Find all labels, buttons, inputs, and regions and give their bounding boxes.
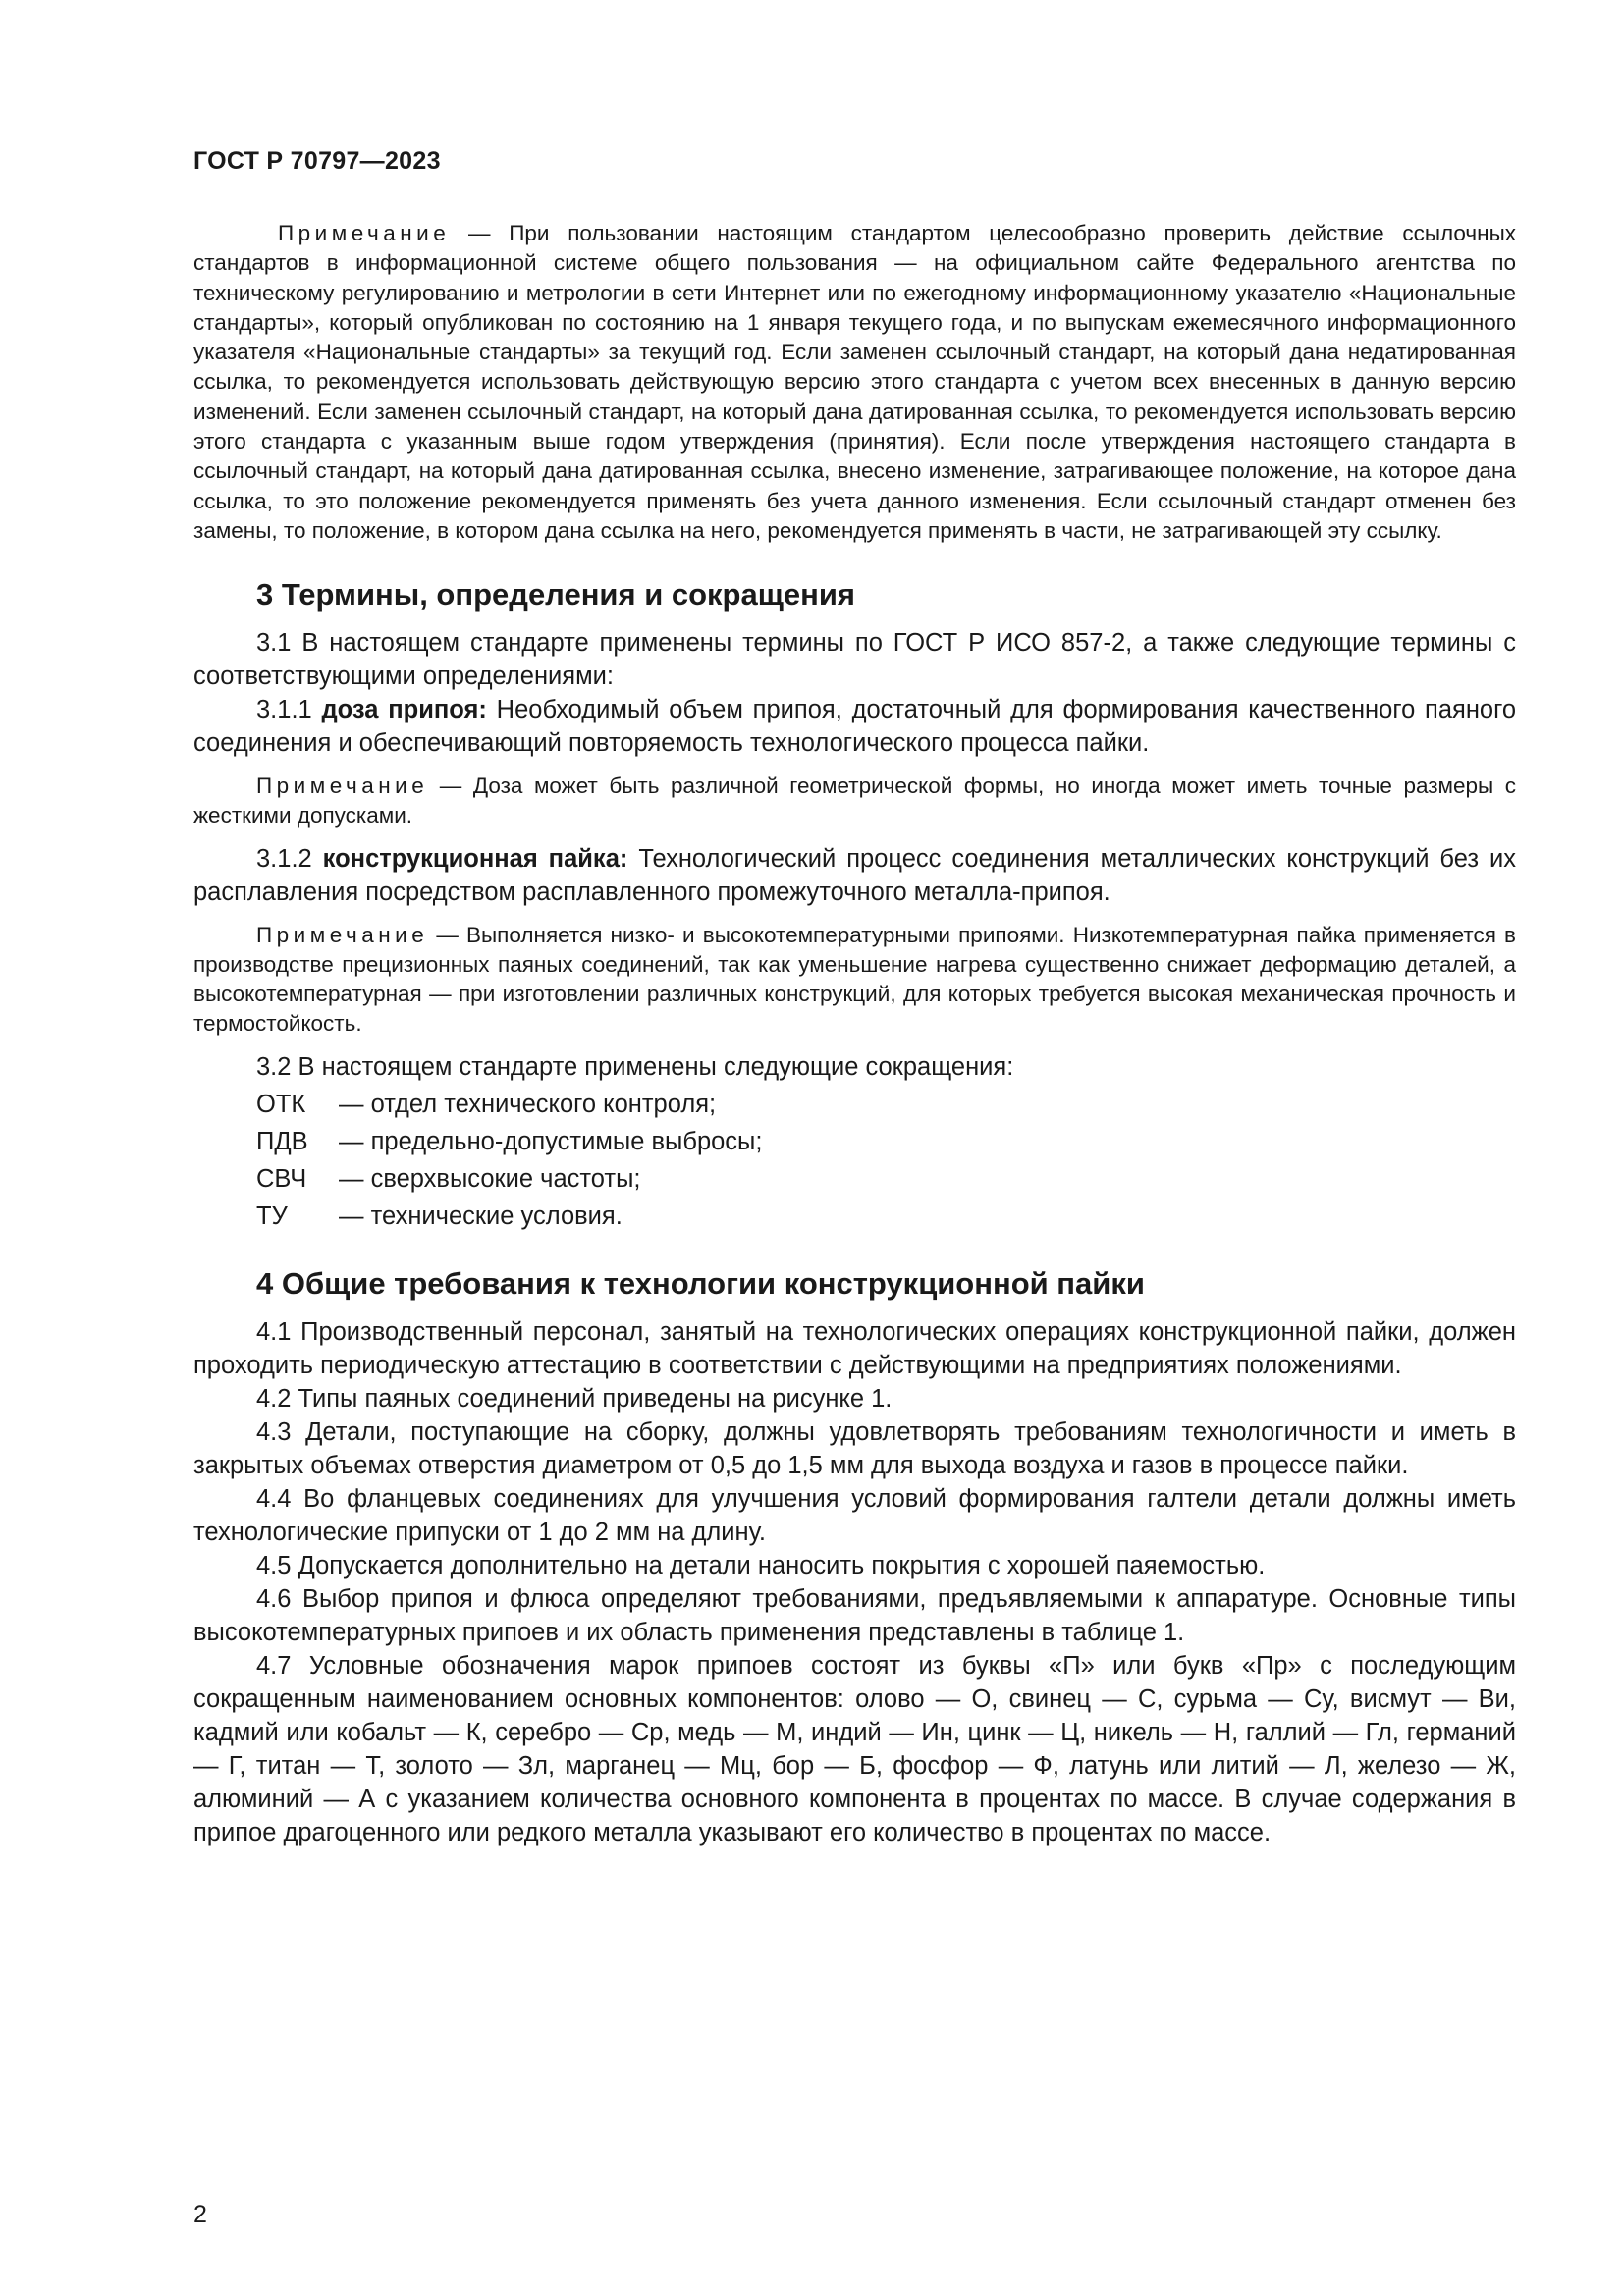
abbreviation-row <box>193 1200 1516 1233</box>
note-text: — При пользовании настоящим стандартом целесообразно проверить действие ссылочных стандартов в информационной системе общего пользования — на официальном сайте Федерального агентства по техническому регулированию и метрологии в сети Интернет или по ежегодному информационному указателю «Национальные стандарты», который опубликован по состоянию на 1 января текущего года, и по выпускам ежемесячного информационного указателя «Национальные стандарты» за текущий год. Если заменен ссылочный стандарт, на который дана недатированная ссылка, то рекомендуется использовать действующую версию этого стандарта с учетом всех внесенных в данную версию изменений. Если заменен ссылочный стандарт, на который дана датированная ссылка, то рекомендуется использовать версию этого стандарта с указанным выше годом утверждения (принятия). Если после утверждения настоящего стандарта в ссылочный стандарт, на который дана датированная ссылка, внесено изменение, затрагивающее положение, на которое дана ссылка, то это положение рекомендуется применять без учета данного изменения. Если ссылочный стандарт отменен без замены, то положение, в котором дана ссылка на него, рекомендуется применять в части, не затрагивающей эту ссылку. <box>193 221 1516 543</box>
term-number: 3.1.2 <box>256 845 323 874</box>
page-number: 2 <box>193 2201 207 2228</box>
note-label: Примечание <box>278 221 451 245</box>
term-name: доза припоя: <box>321 696 487 724</box>
paragraph-4-4: 4.4 Во фланцевых соединениях для улучшения условий формирования галтели детали должны иметь технологические припуски от 1 до 2 мм на длину. <box>193 1485 1516 1547</box>
term-note-1 <box>193 772 1516 830</box>
paragraph-4-1: 4.1 Производственный персонал, занятый на технологических операциях конструкционной пайки, должен проходить периодическую аттестацию в соответствии с действующими на предприятиях положениями. <box>193 1318 1516 1380</box>
abbreviation-definition: — отдел технического контроля; <box>339 1091 717 1119</box>
paragraph-4-5: 4.5 Допускается дополнительно на детали наносить покрытия с хорошей паяемостью. <box>256 1552 1266 1580</box>
term-name: конструкционная пайка: <box>322 845 628 874</box>
note-label: Примечание <box>256 923 429 948</box>
abbreviation-definition: — предельно-допустимые выбросы; <box>339 1128 763 1156</box>
term-definition: Необходимый объем припоя, достаточный для формирования качественного паяного соединения и обеспечивающий повторяемость технологического процесса пайки. <box>193 696 1517 758</box>
document-code: ГОСТ Р 70797—2023 <box>193 147 441 175</box>
term-number: 3.1.1 <box>256 696 322 724</box>
section-4-heading: 4 Общие требования к технологии конструкционной пайки <box>256 1266 1145 1302</box>
paragraph-4-2: 4.2 Типы паяных соединений приведены на рисунке 1. <box>256 1385 893 1414</box>
abbreviation-term: ОТК <box>256 1091 306 1119</box>
paragraph-4-6: 4.6 Выбор припоя и флюса определяют требованиями, предъявляемыми к аппаратуре. Основные типы высокотемпературных припоев и их область применения представлены в таблице 1. <box>193 1585 1516 1647</box>
abbreviation-term: ПДВ <box>256 1128 308 1156</box>
intro-note <box>193 219 1516 546</box>
term-3-1-2 <box>193 842 1516 909</box>
abbreviation-term: СВЧ <box>256 1165 307 1194</box>
term-note-2 <box>193 921 1516 1039</box>
note-text: — Доза может быть различной геометрической формы, но иногда может иметь точные размеры с жесткими допусками. <box>193 774 1516 828</box>
abbreviation-row <box>193 1162 1516 1196</box>
abbreviation-row <box>193 1125 1516 1158</box>
abbreviation-definition: — технические условия. <box>339 1202 623 1231</box>
note-label: Примечание <box>256 774 429 799</box>
page-content <box>193 219 1516 1849</box>
term-definition: Технологический процесс соединения металлических конструкций без их расплавления посредством расплавленного промежуточного металла-припоя. <box>193 845 1516 907</box>
paragraph-3-1: 3.1 В настоящем стандарте применены термины по ГОСТ Р ИСО 857-2, а также следующие термины с соответствующими определениями: <box>193 629 1516 691</box>
abbreviation-definition: — сверхвысокие частоты; <box>339 1165 641 1194</box>
paragraph-4-3: 4.3 Детали, поступающие на сборку, должны удовлетворять требованиям технологичности и иметь в закрытых объемах отверстия диаметром от 0,5 до 1,5 мм для выхода воздуха и газов в процессе пайки. <box>193 1418 1516 1480</box>
paragraph-4-7: 4.7 Условные обозначения марок припоев состоят из буквы «П» или букв «Пр» с последующим сокращенным наименованием основных компонентов: олово — О, свинец — С, сурьма — Су, висмут — Ви, кадмий или кобальт — К, серебро — Ср, медь — М, индий — Ин, цинк — Ц, никель — Н, галлий — Гл, германий — Г, титан — Т, золото — Зл, марганец — Мц, бор — Б, фосфор — Ф, латунь или литий — Л, железо — Ж, алюминий — А с указанием количества основного компонента в процентах по массе. В случае содержания в припое драгоценного или редкого металла указывают его количество в процентах по массе. <box>193 1652 1516 1847</box>
paragraph-3-2: 3.2 В настоящем стандарте применены следующие сокращения: <box>256 1053 1014 1082</box>
section-3-heading: 3 Термины, определения и сокращения <box>256 577 855 613</box>
abbreviation-row <box>193 1088 1516 1121</box>
abbreviation-term: ТУ <box>256 1202 288 1231</box>
note-text: — Выполняется низко- и высокотемпературными припоями. Низкотемпературная пайка применяется в производстве прецизионных паяных соединений, так как уменьшение нагрева существенно снижает деформацию деталей, а высокотемпературная — при изготовлении различных конструкций, для которых требуется высокая механическая прочность и термостойкость. <box>193 923 1516 1037</box>
term-3-1-1 <box>193 693 1516 760</box>
